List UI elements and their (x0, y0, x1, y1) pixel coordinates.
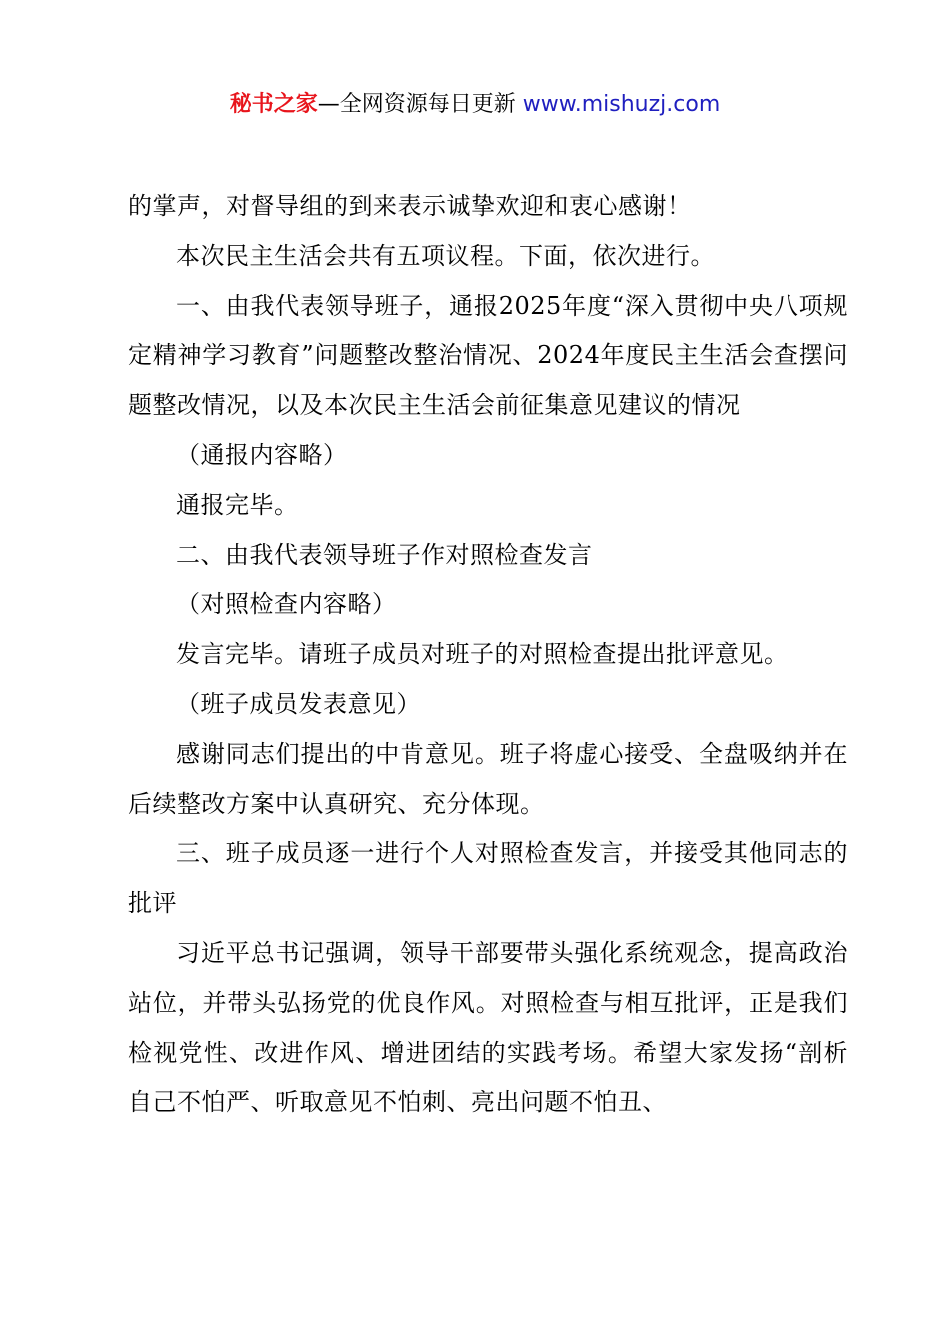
paragraph: 二、由我代表领导班子作对照检查发言 (176, 540, 593, 569)
paragraph: 通报完毕。 (176, 490, 299, 519)
paragraph: 习近平总书记强调，领导干部要带头强化系统观念，提高政治站位，并带头弘扬党的优良作风。对照检查与相互批评，正是我们检视党性、改进作风、增进团结的实践考场。希望大家发扬“剖析自己不怕严、听取意见不怕刺、亮出问题不怕丑、 (128, 938, 848, 1117)
paragraph: （对照检查内容略） (176, 590, 397, 619)
paragraph: （通报内容略） (176, 440, 348, 469)
paragraph: 的掌声，对督导组的到来表示诚挚欢迎和衷心感谢！ (128, 192, 692, 220)
paragraph: 感谢同志们提出的中肯意见。班子将虚心接受、全盘吸纳并在后续整改方案中认真研究、充分体现。 (128, 739, 848, 818)
paragraph: （班子成员发表意见） (176, 689, 421, 718)
brand-name: 秘书之家 (229, 92, 318, 117)
paragraph: 一、由我代表领导班子，通报2025年度“深入贯彻中央八项规定精神学习教育”问题整改整治情况、2024年度民主生活会查摆问题整改情况，以及本次民主生活会前征集意见建议的情况 (128, 291, 848, 420)
paragraph: 三、班子成员逐一进行个人对照检查发言，并接受其他同志的批评 (128, 839, 848, 918)
page-header (0, 88, 950, 122)
paragraph: 本次民主生活会共有五项议程。下面，依次进行。 (176, 241, 715, 270)
document-body (128, 182, 848, 1128)
header-url-link[interactable]: www.mishuzj.com (522, 92, 721, 117)
paragraph: 发言完毕。请班子成员对班子的对照检查提出批评意见。 (176, 640, 789, 669)
header-slogan: —全网资源每日更新 (317, 92, 523, 117)
